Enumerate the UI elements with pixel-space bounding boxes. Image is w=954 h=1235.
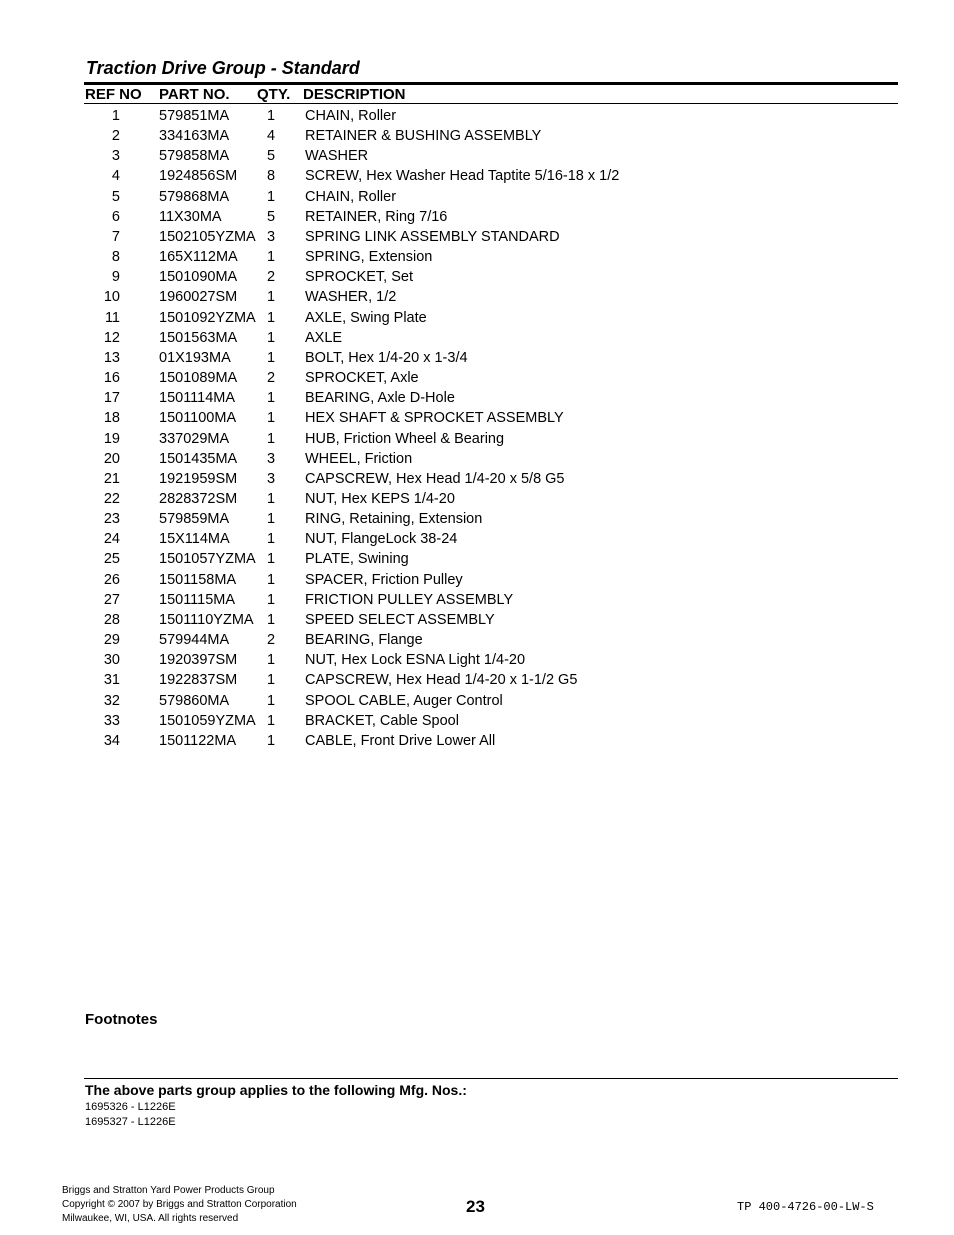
- table-row: [84, 126, 898, 146]
- ref-no-cell: 26: [103, 571, 120, 588]
- qty-cell: 1: [267, 511, 276, 528]
- parts-table: [84, 106, 898, 751]
- part-no-cell: 1501563MA: [159, 329, 238, 346]
- ref-no-cell: 23: [103, 511, 120, 528]
- table-row: [84, 267, 898, 287]
- part-no-cell: 579868MA: [159, 188, 230, 205]
- qty-cell: 1: [267, 490, 276, 507]
- description-cell: AXLE, Swing Plate: [305, 309, 427, 326]
- ref-no-cell: 5: [111, 188, 120, 205]
- part-no-cell: 1501090MA: [159, 269, 238, 286]
- part-no-cell: 1924856SM: [159, 168, 238, 185]
- part-no-cell: 1501435MA: [159, 450, 238, 467]
- part-no-cell: 579851MA: [159, 108, 230, 124]
- qty-cell: 1: [267, 732, 276, 749]
- qty-cell: 1: [267, 591, 276, 608]
- table-row: [84, 449, 898, 469]
- table-row: [84, 247, 898, 267]
- table-row: [84, 529, 898, 549]
- column-header-ref-no: REF NO: [85, 86, 142, 103]
- table-row: [84, 711, 898, 731]
- description-cell: BRACKET, Cable Spool: [305, 712, 459, 729]
- qty-cell: 1: [267, 611, 276, 628]
- ref-no-cell: 28: [103, 611, 120, 628]
- ref-no-cell: 22: [103, 490, 120, 507]
- part-no-cell: 1501115MA: [159, 591, 236, 608]
- table-row: [84, 348, 898, 368]
- description-cell: BEARING, Flange: [305, 632, 423, 649]
- ref-no-cell: 12: [103, 329, 120, 346]
- qty-cell: 2: [267, 269, 276, 286]
- description-cell: HUB, Friction Wheel & Bearing: [305, 430, 505, 447]
- company-name: Briggs and Stratton Yard Power Products Group: [62, 1185, 275, 1196]
- table-row: [84, 388, 898, 408]
- qty-cell: 3: [267, 450, 276, 467]
- title-rule: [84, 82, 898, 85]
- description-cell: CAPSCREW, Hex Head 1/4-20 x 1-1/2 G5: [305, 672, 578, 689]
- part-no-cell: 15X114MA: [159, 531, 230, 548]
- ref-no-cell: 13: [103, 349, 120, 366]
- ref-no-cell: 29: [103, 632, 120, 649]
- description-cell: HEX SHAFT & SPROCKET ASSEMBLY: [305, 410, 564, 427]
- header-rule: [84, 103, 898, 104]
- table-row: [84, 469, 898, 489]
- part-no-cell: 579944MA: [159, 632, 230, 649]
- ref-no-cell: 16: [103, 370, 120, 387]
- table-row: [84, 328, 898, 348]
- qty-cell: 1: [267, 571, 276, 588]
- ref-no-cell: 19: [103, 430, 120, 447]
- ref-no-cell: 17: [103, 390, 120, 407]
- description-cell: SCREW, Hex Washer Head Taptite 5/16-18 x 1/2: [305, 168, 620, 185]
- part-no-cell: 1501092YZMA: [159, 309, 256, 326]
- description-cell: RETAINER & BUSHING ASSEMBLY: [305, 128, 542, 145]
- table-row: [84, 408, 898, 428]
- qty-cell: 3: [267, 228, 276, 245]
- table-row: [84, 549, 898, 569]
- part-no-cell: 579860MA: [159, 692, 230, 709]
- qty-cell: 1: [267, 430, 276, 447]
- table-row: [84, 731, 898, 751]
- description-cell: NUT, Hex Lock ESNA Light 1/4-20: [305, 652, 526, 669]
- table-row: [84, 650, 898, 670]
- part-no-cell: 1960027SM: [159, 289, 238, 306]
- description-cell: BOLT, Hex 1/4-20 x 1-3/4: [305, 349, 468, 366]
- document-id: TP 400-4726-00-LW-S: [737, 1200, 874, 1214]
- description-cell: SPROCKET, Axle: [305, 370, 419, 387]
- qty-cell: 2: [267, 370, 276, 387]
- table-row: [84, 691, 898, 711]
- part-no-cell: 1501110YZMA: [159, 611, 254, 628]
- qty-cell: 1: [267, 108, 276, 124]
- table-row: [84, 489, 898, 509]
- ref-no-cell: 30: [103, 652, 120, 669]
- qty-cell: 2: [267, 632, 276, 649]
- description-cell: SPEED SELECT ASSEMBLY: [305, 611, 495, 628]
- description-cell: SPRING, Extension: [305, 249, 433, 266]
- qty-cell: 1: [267, 692, 276, 709]
- qty-cell: 1: [267, 410, 276, 427]
- ref-no-cell: 20: [103, 450, 120, 467]
- description-cell: RING, Retaining, Extension: [305, 511, 483, 528]
- ref-no-cell: 27: [103, 591, 120, 608]
- part-no-cell: 337029MA: [159, 430, 230, 447]
- ref-no-cell: 10: [103, 289, 120, 306]
- table-row: [84, 670, 898, 690]
- table-row: [84, 570, 898, 590]
- qty-cell: 8: [267, 168, 276, 185]
- table-row: [84, 227, 898, 247]
- table-row: [84, 610, 898, 630]
- qty-cell: 1: [267, 652, 276, 669]
- table-row: [84, 166, 898, 186]
- qty-cell: 1: [267, 289, 276, 306]
- part-no-cell: 1920397SM: [159, 652, 238, 669]
- part-no-cell: 579859MA: [159, 511, 230, 528]
- description-cell: SPACER, Friction Pulley: [305, 571, 463, 588]
- ref-no-cell: 31: [103, 672, 120, 689]
- qty-cell: 1: [267, 309, 276, 326]
- mfg-number: 1695327 - L1226E: [85, 1116, 176, 1128]
- table-row: [84, 590, 898, 610]
- part-no-cell: 165X112MA: [159, 249, 238, 266]
- table-row: [84, 287, 898, 307]
- description-cell: WASHER: [305, 148, 369, 165]
- part-no-cell: 579858MA: [159, 148, 230, 165]
- description-cell: BEARING, Axle D-Hole: [305, 390, 455, 407]
- ref-no-cell: 6: [111, 208, 120, 225]
- ref-no-cell: 8: [111, 249, 120, 266]
- qty-cell: 1: [267, 249, 276, 266]
- ref-no-cell: 21: [103, 470, 120, 487]
- description-cell: WASHER, 1/2: [305, 289, 397, 306]
- qty-cell: 5: [267, 148, 276, 165]
- column-header-part-no: PART NO.: [159, 86, 230, 103]
- table-row: [84, 429, 898, 449]
- ref-no-cell: 32: [103, 692, 120, 709]
- column-header-description: DESCRIPTION: [303, 86, 406, 103]
- page-number: 23: [466, 1197, 485, 1216]
- ref-no-cell: 2: [111, 128, 120, 145]
- footer-rule: [84, 1078, 898, 1079]
- table-row: [84, 509, 898, 529]
- description-cell: CABLE, Front Drive Lower All: [305, 732, 496, 749]
- mfg-number: 1695326 - L1226E: [85, 1101, 176, 1113]
- table-row: [84, 106, 898, 126]
- qty-cell: 1: [267, 531, 276, 548]
- ref-no-cell: 24: [103, 531, 120, 548]
- table-row: [84, 308, 898, 328]
- company-info: [62, 1184, 297, 1226]
- description-cell: WHEEL, Friction: [305, 450, 413, 467]
- description-cell: RETAINER, Ring 7/16: [305, 208, 448, 225]
- ref-no-cell: 9: [111, 269, 120, 286]
- part-no-cell: 1921959SM: [159, 470, 238, 487]
- ref-no-cell: 7: [111, 228, 120, 245]
- applies-to-heading: The above parts group applies to the following Mfg. Nos.:: [85, 1082, 467, 1098]
- part-no-cell: 1501122MA: [159, 732, 237, 749]
- description-cell: NUT, Hex KEPS 1/4-20: [305, 490, 455, 507]
- part-no-cell: 1501089MA: [159, 370, 238, 387]
- description-cell: SPRING LINK ASSEMBLY STANDARD: [305, 228, 560, 245]
- ref-no-cell: 34: [103, 732, 120, 749]
- ref-no-cell: 33: [103, 712, 120, 729]
- part-no-cell: 334163MA: [159, 128, 230, 145]
- page-title: Traction Drive Group - Standard: [86, 58, 360, 78]
- part-no-cell: 1502105YZMA: [159, 228, 256, 245]
- ref-no-cell: 11: [104, 309, 120, 326]
- footnotes-heading: Footnotes: [85, 1011, 158, 1028]
- table-row: [84, 207, 898, 227]
- part-no-cell: 1501057YZMA: [159, 551, 256, 568]
- qty-cell: 5: [267, 208, 276, 225]
- column-header-qty: QTY.: [257, 86, 291, 103]
- description-cell: PLATE, Swining: [305, 551, 409, 568]
- ref-no-cell: 3: [111, 148, 120, 165]
- mfg-number-list: [85, 1100, 176, 1130]
- ref-no-cell: 18: [103, 410, 120, 427]
- ref-no-cell: 1: [111, 108, 120, 124]
- company-location: Milwaukee, WI, USA. All rights reserved: [62, 1213, 239, 1224]
- part-no-cell: 1501158MA: [159, 571, 237, 588]
- table-row: [84, 146, 898, 166]
- qty-cell: 3: [267, 470, 276, 487]
- description-cell: SPROCKET, Set: [305, 269, 413, 286]
- description-cell: FRICTION PULLEY ASSEMBLY: [305, 591, 514, 608]
- copyright-notice: Copyright © 2007 by Briggs and Stratton Corporation: [62, 1199, 297, 1210]
- table-row: [84, 368, 898, 388]
- part-no-cell: 1501114MA: [159, 390, 236, 407]
- part-no-cell: 1501100MA: [159, 410, 237, 427]
- part-no-cell: 01X193MA: [159, 349, 231, 366]
- qty-cell: 4: [267, 128, 276, 145]
- qty-cell: 1: [267, 349, 276, 366]
- part-no-cell: 2828372SM: [159, 490, 238, 507]
- description-cell: AXLE: [305, 329, 343, 346]
- qty-cell: 1: [267, 329, 276, 346]
- table-header: [84, 86, 898, 103]
- part-no-cell: 11X30MA: [159, 208, 222, 225]
- qty-cell: 1: [267, 390, 276, 407]
- table-row: [84, 630, 898, 650]
- part-no-cell: 1501059YZMA: [159, 712, 256, 729]
- description-cell: SPOOL CABLE, Auger Control: [305, 692, 503, 709]
- qty-cell: 1: [267, 672, 276, 689]
- qty-cell: 1: [267, 188, 276, 205]
- ref-no-cell: 25: [103, 551, 120, 568]
- ref-no-cell: 4: [111, 168, 120, 185]
- qty-cell: 1: [267, 712, 276, 729]
- description-cell: CHAIN, Roller: [305, 188, 397, 205]
- qty-cell: 1: [267, 551, 276, 568]
- table-row: [84, 187, 898, 207]
- description-cell: NUT, FlangeLock 38-24: [305, 531, 458, 548]
- description-cell: CHAIN, Roller: [305, 108, 397, 124]
- part-no-cell: 1922837SM: [159, 672, 238, 689]
- description-cell: CAPSCREW, Hex Head 1/4-20 x 5/8 G5: [305, 470, 565, 487]
